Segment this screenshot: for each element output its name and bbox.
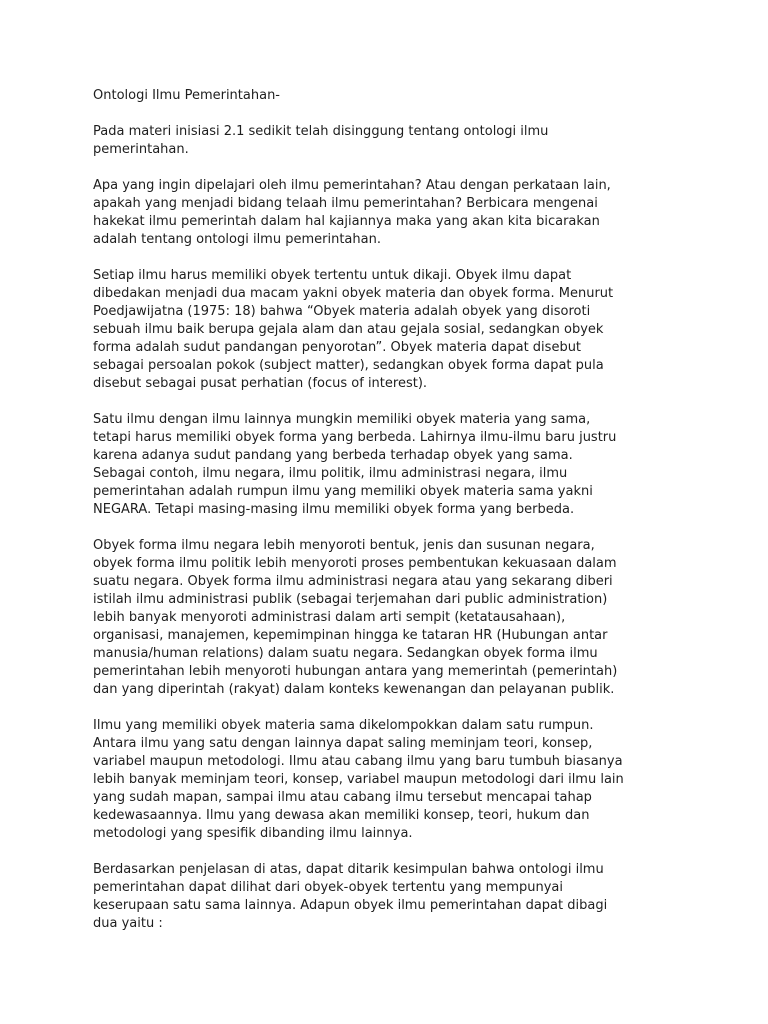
document-body — [93, 87, 698, 933]
paragraph-rumpun: Ilmu yang memiliki obyek materia sama dikelompokkan dalam satu rumpun. Antara ilmu yang satu dengan lainnya dapat saling meminjam teori, konsep, variabel maupun metodologi. Ilmu atau cabang ilmu yang baru tumbuh biasanya lebih banyak meminjam teori, konsep, variabel maupun metodologi dari ilmu lain yang sudah mapan, sampai ilmu atau cabang ilmu tersebut mencapai tahap kedewasaannya. Ilmu yang dewasa akan memiliki konsep, teori, hukum dan metodologi yang spesifik dibanding ilmu lainnya. — [93, 718, 624, 841]
paragraph-question: Apa yang ingin dipelajari oleh ilmu pemerintahan? Atau dengan perkataan lain, apakah yang menjadi bidang telaah ilmu pemerintahan? Berbicara mengenai hakekat ilmu pemerintah dalam hal kajiannya maka yang akan kita bicarakan adalah tentang ontologi ilmu pemerintahan. — [93, 178, 611, 247]
paragraph-conclusion: Berdasarkan penjelasan di atas, dapat ditarik kesimpulan bahwa ontologi ilmu pemerintahan dapat dilihat dari obyek-obyek tertentu yang mempunyai keserupaan satu sama lainnya. Adapun obyek ilmu pemerintahan dapat dibagi dua yaitu : — [93, 862, 608, 931]
paragraph-same-materia: Satu ilmu dengan ilmu lainnya mungkin memiliki obyek materia yang sama, tetapi harus memiliki obyek forma yang berbeda. Lahirnya ilmu-ilmu baru justru karena adanya sudut pandang yang berbeda terhadap obyek yang sama. Sebagai contoh, ilmu negara, ilmu politik, ilmu administrasi negara, ilmu pemerintahan adalah rumpun ilmu yang memiliki obyek materia sama yakni NEGARA. Tetapi masing-masing ilmu memiliki obyek forma yang berbeda. — [93, 412, 617, 517]
paragraph-intro: Pada materi inisiasi 2.1 sedikit telah disinggung tentang ontologi ilmu pemerintahan. — [93, 124, 549, 157]
paragraph-object-types: Setiap ilmu harus memiliki obyek tertentu untuk dikaji. Obyek ilmu dapat dibedakan menjadi dua macam yakni obyek materia dan obyek forma. Menurut Poedjawijatna (1975: 18) bahwa “Obyek materia adalah obyek yang disoroti sebuah ilmu baik berupa gejala alam dan atau gejala sosial, sedangkan obyek forma adalah sudut pandangan penyorotan”. Obyek materia dapat disebut sebagai persoalan pokok (subject matter), sedangkan obyek forma dapat pula disebut sebagai pusat perhatian (focus of interest). — [93, 268, 614, 391]
document-title: Ontologi Ilmu Pemerintahan- — [93, 88, 280, 103]
paragraph-forma-comparison: Obyek forma ilmu negara lebih menyoroti bentuk, jenis dan susunan negara, obyek forma ilmu politik lebih menyoroti proses pembentukan kekuasaan dalam suatu negara. Obyek forma ilmu administrasi negara atau yang sekarang diberi istilah ilmu administrasi publik (sebagai terjemahan dari public administration) lebih banyak menyoroti administrasi dalam arti sempit (ketatausahaan), organisasi, manajemen, kepemimpinan hingga ke tataran HR (Hubungan antar manusia/human relations) dalam suatu negara. Sedangkan obyek forma ilmu pemerintahan lebih menyoroti hubungan antara yang memerintah (pemerintah) dan yang diperintah (rakyat) dalam konteks kewenangan dan pelayanan publik. — [93, 538, 618, 697]
